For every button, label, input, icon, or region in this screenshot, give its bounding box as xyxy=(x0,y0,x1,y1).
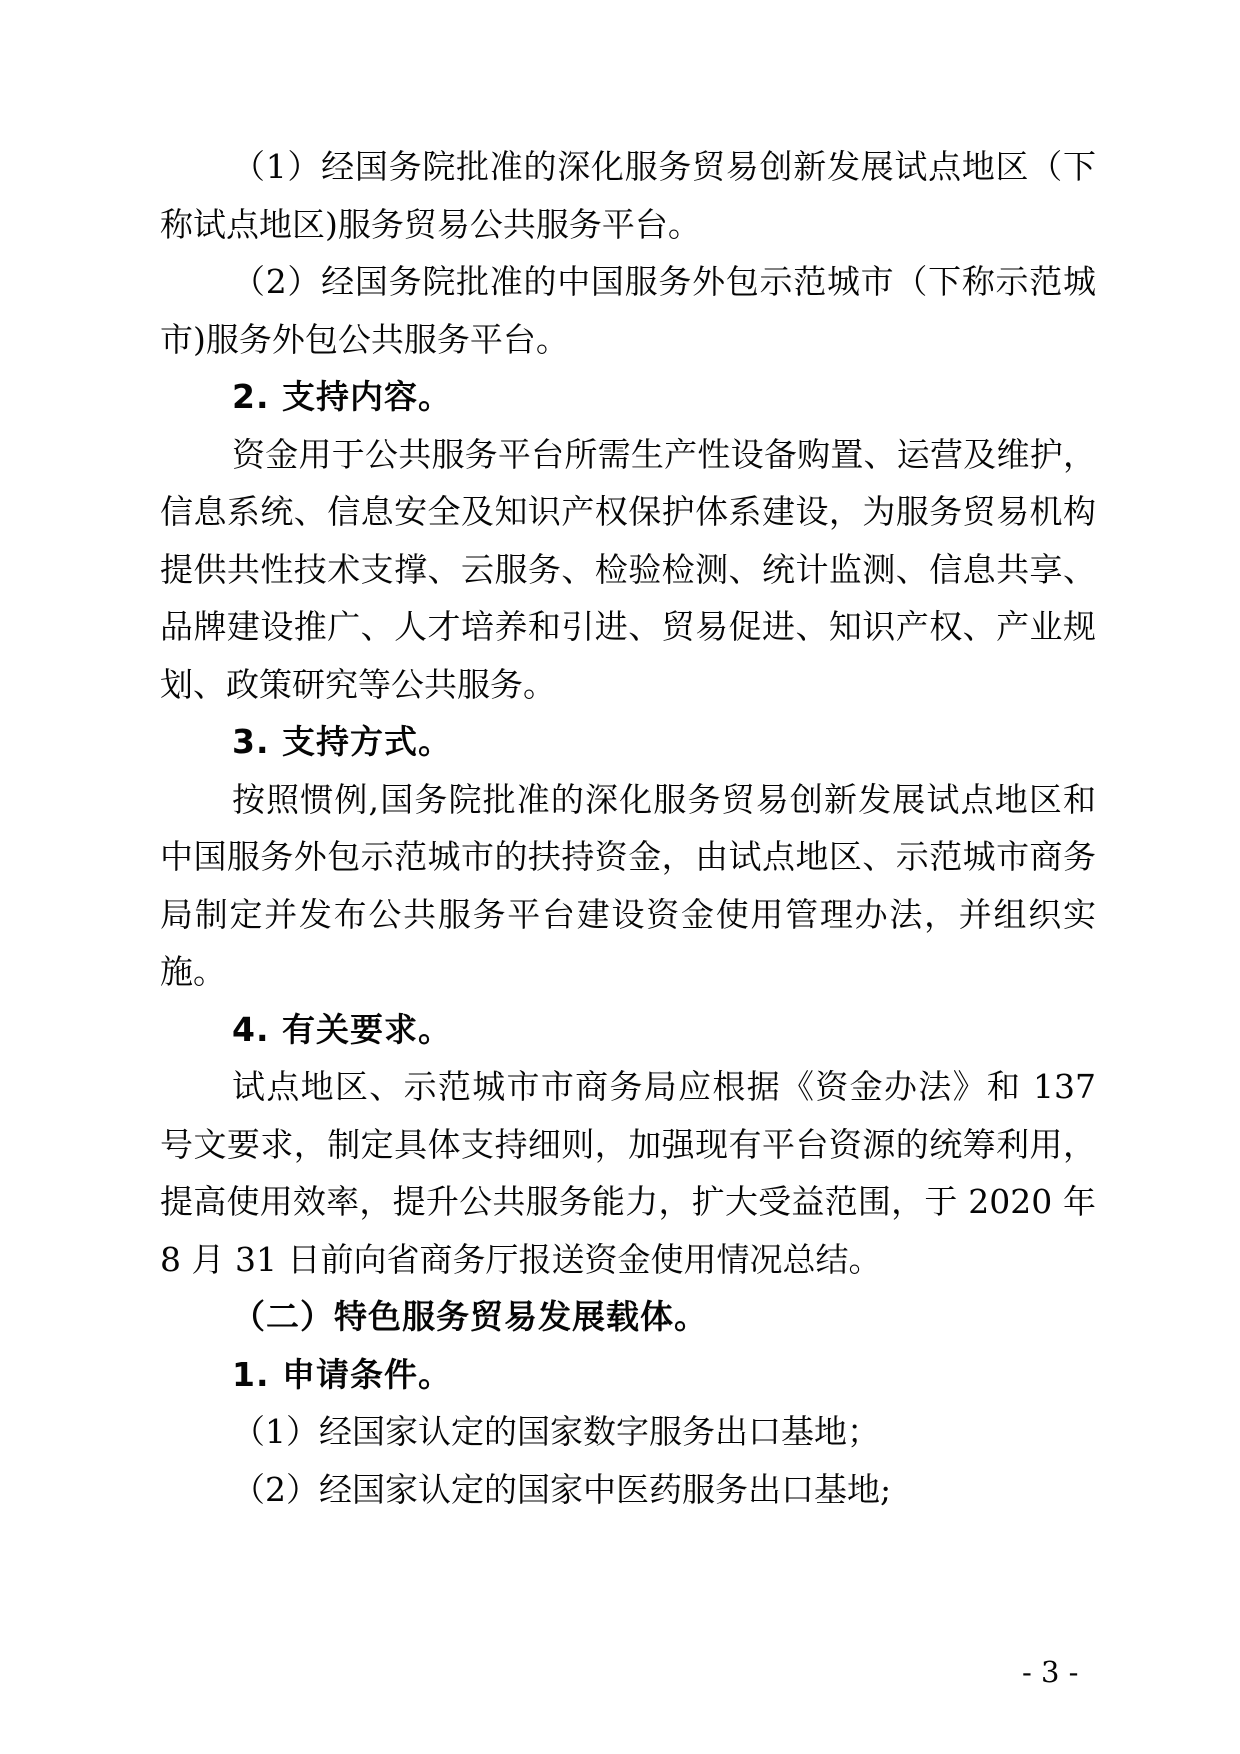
text-line: 中国服务外包示范城市的扶持资金，由试点地区、示范城市商务 xyxy=(160,837,1096,876)
heading xyxy=(160,713,1096,771)
text-line: （1）经国务院批准的深化服务贸易创新发展试点地区（下 xyxy=(232,147,1096,186)
text-line: 3. 支持方式。 xyxy=(232,722,452,761)
text-line: 提供共性技术支撑、云服务、检验检测、统计监测、信息共享、 xyxy=(160,549,1096,589)
heading xyxy=(160,1346,1096,1404)
paragraph xyxy=(160,1461,1096,1519)
text-line: 施。 xyxy=(160,952,226,991)
page-number: - 3 - xyxy=(1022,1655,1079,1689)
paragraph xyxy=(160,138,1096,253)
heading xyxy=(160,1288,1096,1346)
text-line: （2）经国务院批准的中国服务外包示范城市（下称示范城 xyxy=(232,262,1096,301)
text-line: 市)服务外包公共服务平台。 xyxy=(160,319,569,359)
text-line: 1. 申请条件。 xyxy=(232,1354,452,1394)
paragraph xyxy=(160,771,1096,1001)
text-line: （1）经国家认定的国家数字服务出口基地； xyxy=(232,1412,880,1451)
text-line: 按照惯例,国务院批准的深化服务贸易创新发展试点地区和 xyxy=(232,779,1096,819)
paragraph xyxy=(160,426,1096,714)
text-line: 信息系统、信息安全及知识产权保护体系建设，为服务贸易机构 xyxy=(160,492,1096,531)
document-body xyxy=(160,138,1096,1518)
text-line: 品牌建设推广、人才培养和引进、贸易促进、知识产权、产业规 xyxy=(160,607,1096,646)
text-line: 试点地区、示范城市市商务局应根据《资金办法》和 137 xyxy=(232,1067,1096,1106)
text-line: （二）特色服务贸易发展载体。 xyxy=(232,1297,708,1336)
text-line: 2. 支持内容。 xyxy=(232,377,452,416)
paragraph xyxy=(160,253,1096,368)
text-line: 8 月 31 日前向省商务厅报送资金使用情况总结。 xyxy=(160,1239,882,1279)
text-line: 称试点地区)服务贸易公共服务平台。 xyxy=(160,204,701,244)
text-line: 资金用于公共服务平台所需生产性设备购置、运营及维护， xyxy=(232,434,1096,474)
text-line: 局制定并发布公共服务平台建设资金使用管理办法，并组织实 xyxy=(160,894,1096,934)
paragraph xyxy=(160,1403,1096,1461)
paragraph xyxy=(160,1058,1096,1288)
text-line: 号文要求，制定具体支持细则，加强现有平台资源的统筹利用， xyxy=(160,1124,1096,1164)
heading xyxy=(160,368,1096,426)
text-line: （2）经国家认定的国家中医药服务出口基地; xyxy=(232,1469,892,1509)
text-line: 提高使用效率，提升公共服务能力，扩大受益范围，于 2020 年 xyxy=(160,1182,1096,1221)
text-line: 划、政策研究等公共服务。 xyxy=(160,664,556,704)
text-line: 4. 有关要求。 xyxy=(232,1009,452,1049)
heading xyxy=(160,1001,1096,1059)
